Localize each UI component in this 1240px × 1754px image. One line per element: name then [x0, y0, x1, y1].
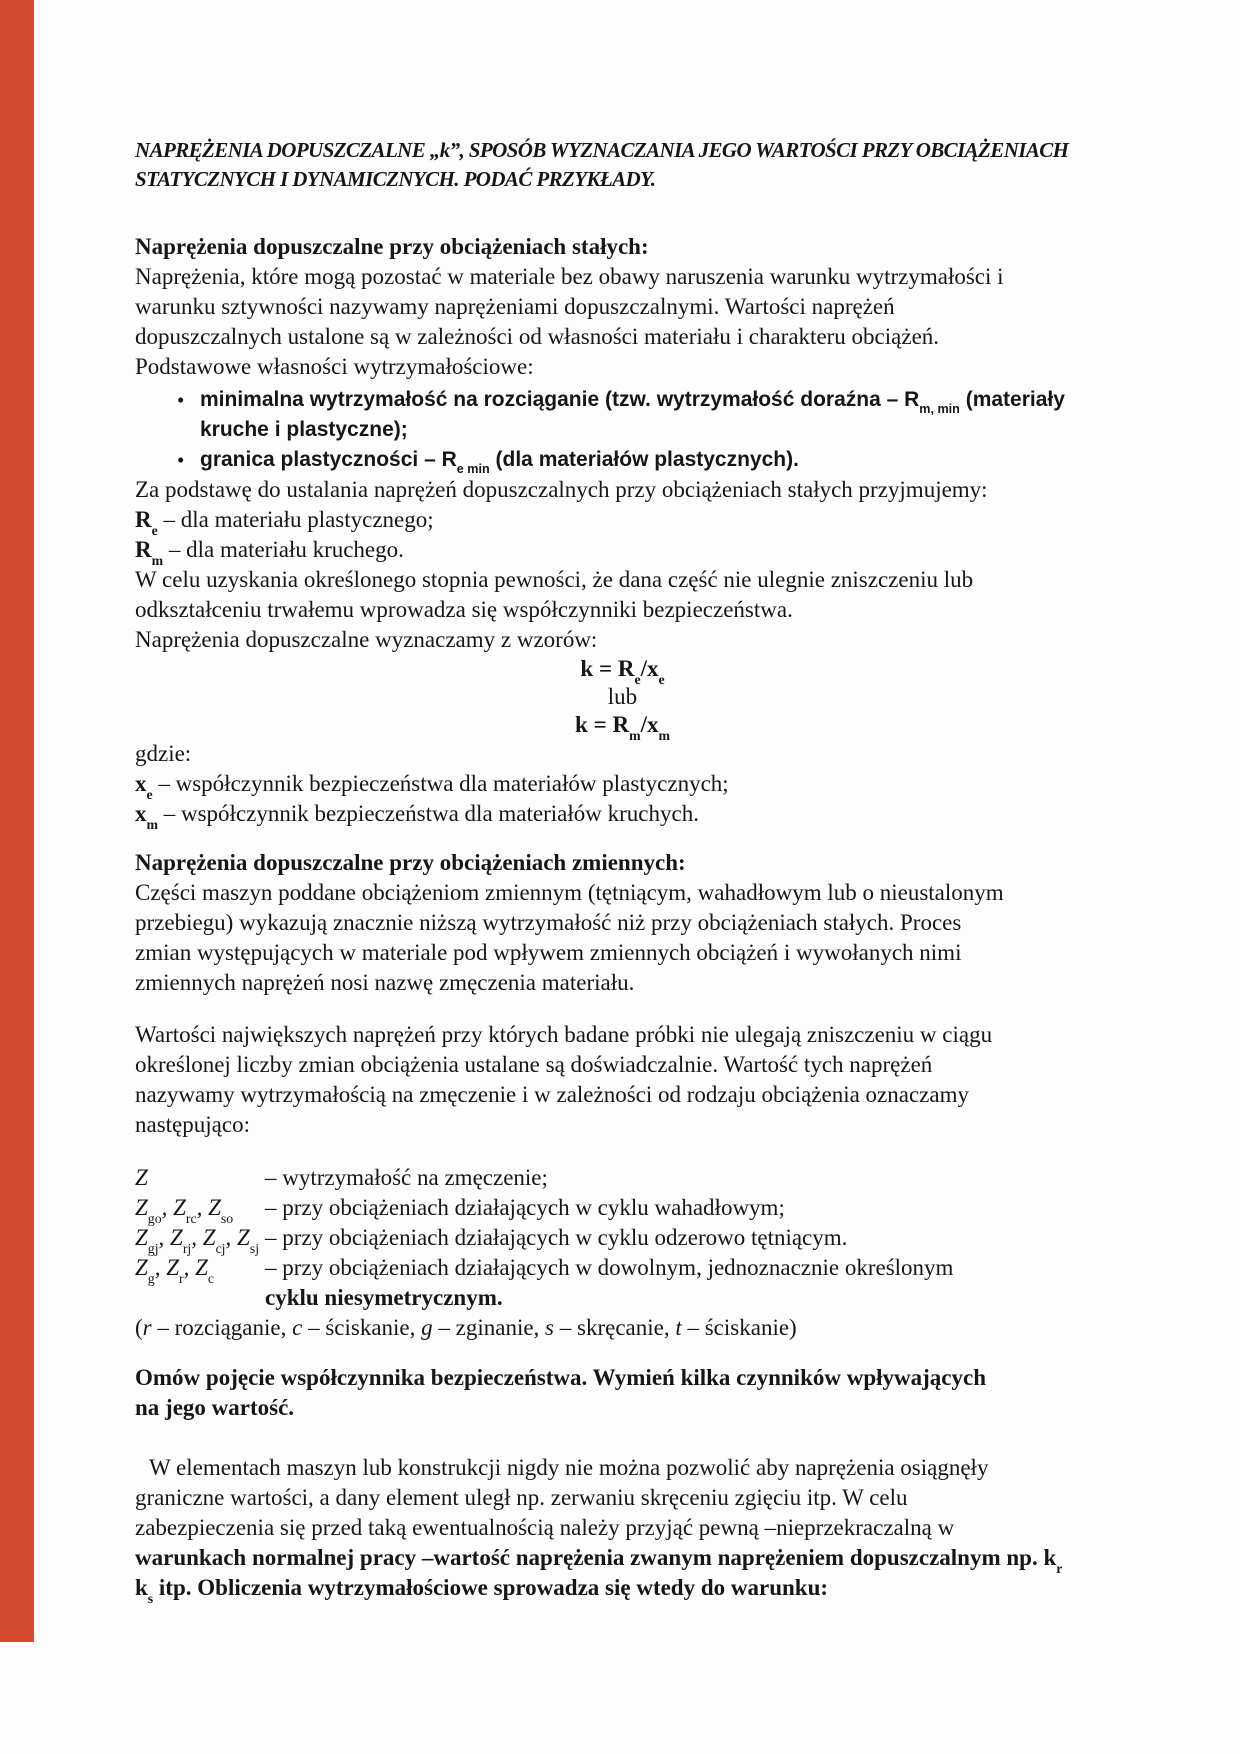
strength-properties-list	[135, 385, 1110, 475]
re-definition-line: $R_e$ – dla materiału plastycznego;	[135, 507, 434, 539]
where-word: gdzie:	[135, 741, 192, 766]
paragraph-line: nazywamy wytrzymałością na zmęczenie i w zależności od rodzaju obciążenia oznaczamy	[135, 1082, 969, 1107]
paragraph-line: następująco:	[135, 1112, 250, 1137]
heading-static-loads: Naprężenia dopuszczalne przy obciążeniach stałych:	[135, 234, 649, 259]
symbol-cell: Z	[135, 1165, 148, 1190]
paragraph-static-intro	[135, 262, 1110, 382]
paragraph-line: W elementach maszyn lub konstrukcji nigdy nie można pozwolić aby naprężenia osiągnęły	[149, 1455, 989, 1480]
symbol-description-line: cyklu niesymetrycznym.	[265, 1285, 503, 1310]
symbol-description: – wytrzymałość na zmęczenie;	[265, 1165, 548, 1190]
paragraph-line: warunkach normalnej pracy –wartość naprężenia zwanym naprężeniem dopuszczalnym np. $k_r$	[135, 1545, 1063, 1577]
formula-legend	[135, 739, 1110, 833]
page-content	[135, 0, 1110, 1607]
fatigue-symbols-table	[135, 1163, 1110, 1343]
xe-definition-line: $x_e$ – współczynnik bezpieczeństwa dla materiałów plastycznych;	[135, 771, 729, 803]
paragraph-line: $k_s$ itp. Obliczenia wytrzymałościowe sprowadza się wtedy do warunku:	[135, 1575, 829, 1607]
symbol-description-line: – przy obciążeniach działających w dowolnym, jednoznacznie określonym	[265, 1255, 954, 1280]
paragraph-line: określonej liczby zmian obciążenia ustalane są doświadczalnie. Wartość tych naprężeń	[135, 1052, 933, 1077]
heading-variable-loads: Naprężenia dopuszczalne przy obciążeniach zmiennych:	[135, 850, 686, 875]
paragraph-line: W celu uzyskania określonego stopnia pewności, że dana część nie ulegnie zniszczeniu lub	[135, 567, 974, 592]
symbol-description: – przy obciążeniach działających w cyklu odzerowo tętniącym.	[265, 1225, 848, 1250]
xm-definition-line: $x_m$ – współczynnik bezpieczeństwa dla materiałów kruchych.	[135, 801, 699, 833]
paragraph-line: zmiennych naprężeń nosi nazwę zmęczenia materiału.	[135, 970, 635, 995]
left-accent-bar	[0, 0, 34, 1642]
paragraph-line: dopuszczalnych ustalone są w zależności od własności materiału i charakteru obciążeń.	[135, 324, 940, 349]
paragraph-line: Za podstawę do ustalania naprężeń dopuszczalnych przy obciążeniach stałych przyjmujemy:	[135, 477, 988, 502]
formula-block	[135, 655, 1110, 744]
bullet-line: kruche i plastyczne);	[200, 418, 408, 441]
paragraph-line: zmian występujących w materiale pod wpływem zmiennych obciążeń i wywołanych nimi	[135, 940, 962, 965]
paragraph-fatigue	[135, 1020, 1110, 1140]
symbol-description	[265, 1253, 953, 1313]
symbol-cell: $Z_g$, $Z_r$, $Z_c$	[135, 1255, 215, 1287]
symbols-legend-line: (r – rozciąganie, c – ściskanie, g – zginanie, s – skręcanie, t – ściskanie)	[135, 1315, 797, 1340]
symbol-cell: $Z_{gj}$, $Z_{rj}$, $Z_{cj}$, $Z_{sj}$	[135, 1225, 260, 1257]
symbol-row	[135, 1193, 1110, 1227]
symbol-cell: $Z_{go}$, $Z_{rc}$, $Z_{so}$	[135, 1195, 234, 1227]
heading-safety-factor	[135, 1363, 1110, 1423]
symbol-row	[135, 1253, 1110, 1313]
document-title	[135, 136, 1110, 194]
symbol-description: – przy obciążeniach działających w cyklu wahadłowym;	[265, 1195, 785, 1220]
paragraph-line: przebiegu) wykazują znacznie niższą wytrzymałość niż przy obciążeniach stałych. Proces	[135, 910, 962, 935]
paragraph-line: warunku sztywności nazywamy naprężeniami dopuszczalnymi. Wartości naprężeń	[135, 294, 895, 319]
paragraph-line: Naprężenia dopuszczalne wyznaczamy z wzorów:	[135, 627, 598, 652]
paragraph-safety-factor	[135, 1453, 1110, 1607]
heading-line: Omów pojęcie współczynnika bezpieczeństwa. Wymień kilka czynników wpływających	[135, 1365, 986, 1390]
heading-line: na jego wartość.	[135, 1395, 295, 1420]
paragraph-basis	[135, 475, 1110, 655]
symbol-row	[135, 1223, 1110, 1257]
formula-or-word: lub	[607, 684, 638, 709]
title-line-2: STATYCZNYCH I DYNAMICZNYCH. PODAĆ PRZYKŁADY.	[135, 167, 656, 191]
formula-km: $k = R_m/x_m$	[575, 712, 670, 744]
symbol-row	[135, 1163, 1110, 1193]
paragraph-variable-loads	[135, 878, 1110, 998]
bullet-line: • minimalna wytrzymałość na rozciąganie (tzw. wytrzymałość doraźna – $R_{m, min}$ (materiały	[200, 388, 1065, 417]
title-line-1: NAPRĘŻENIA DOPUSZCZALNE „k”, SPOSÓB WYZNACZANIA JEGO WARTOŚCI PRZY OBCIĄŻENIACH	[135, 138, 1069, 162]
rm-definition-line: $R_m$ – dla materiału kruchego.	[135, 537, 404, 569]
paragraph-line: Podstawowe własności wytrzymałościowe:	[135, 354, 534, 379]
formula-ke: $k = R_e/x_e$	[580, 656, 665, 688]
bullet-item-min-strength	[135, 385, 1110, 445]
paragraph-line: odkształceniu trwałemu wprowadza się współczynniki bezpieczeństwa.	[135, 597, 793, 622]
paragraph-line: Wartości największych naprężeń przy których badane próbki nie ulegają zniszczeniu w ciągu	[135, 1022, 993, 1047]
paragraph-line: Części maszyn poddane obciążeniom zmiennym (tętniącym, wahadłowym lub o nieustalonym	[135, 880, 1004, 905]
paragraph-line: graniczne wartości, a dany element uległ np. zerwaniu skręceniu zgięciu itp. W celu	[135, 1485, 908, 1510]
bullet-line: • granica plastyczności – $R_{e min}$ (dla materiałów plastycznych).	[200, 448, 799, 477]
paragraph-line: Naprężenia, które mogą pozostać w materiale bez obawy naruszenia warunku wytrzymałości i	[135, 264, 1004, 289]
paragraph-line: zabezpieczenia się przed taką ewentualnością należy przyjąć pewną –nieprzekraczalną w	[135, 1515, 955, 1540]
bullet-item-yield-point	[135, 445, 1110, 475]
